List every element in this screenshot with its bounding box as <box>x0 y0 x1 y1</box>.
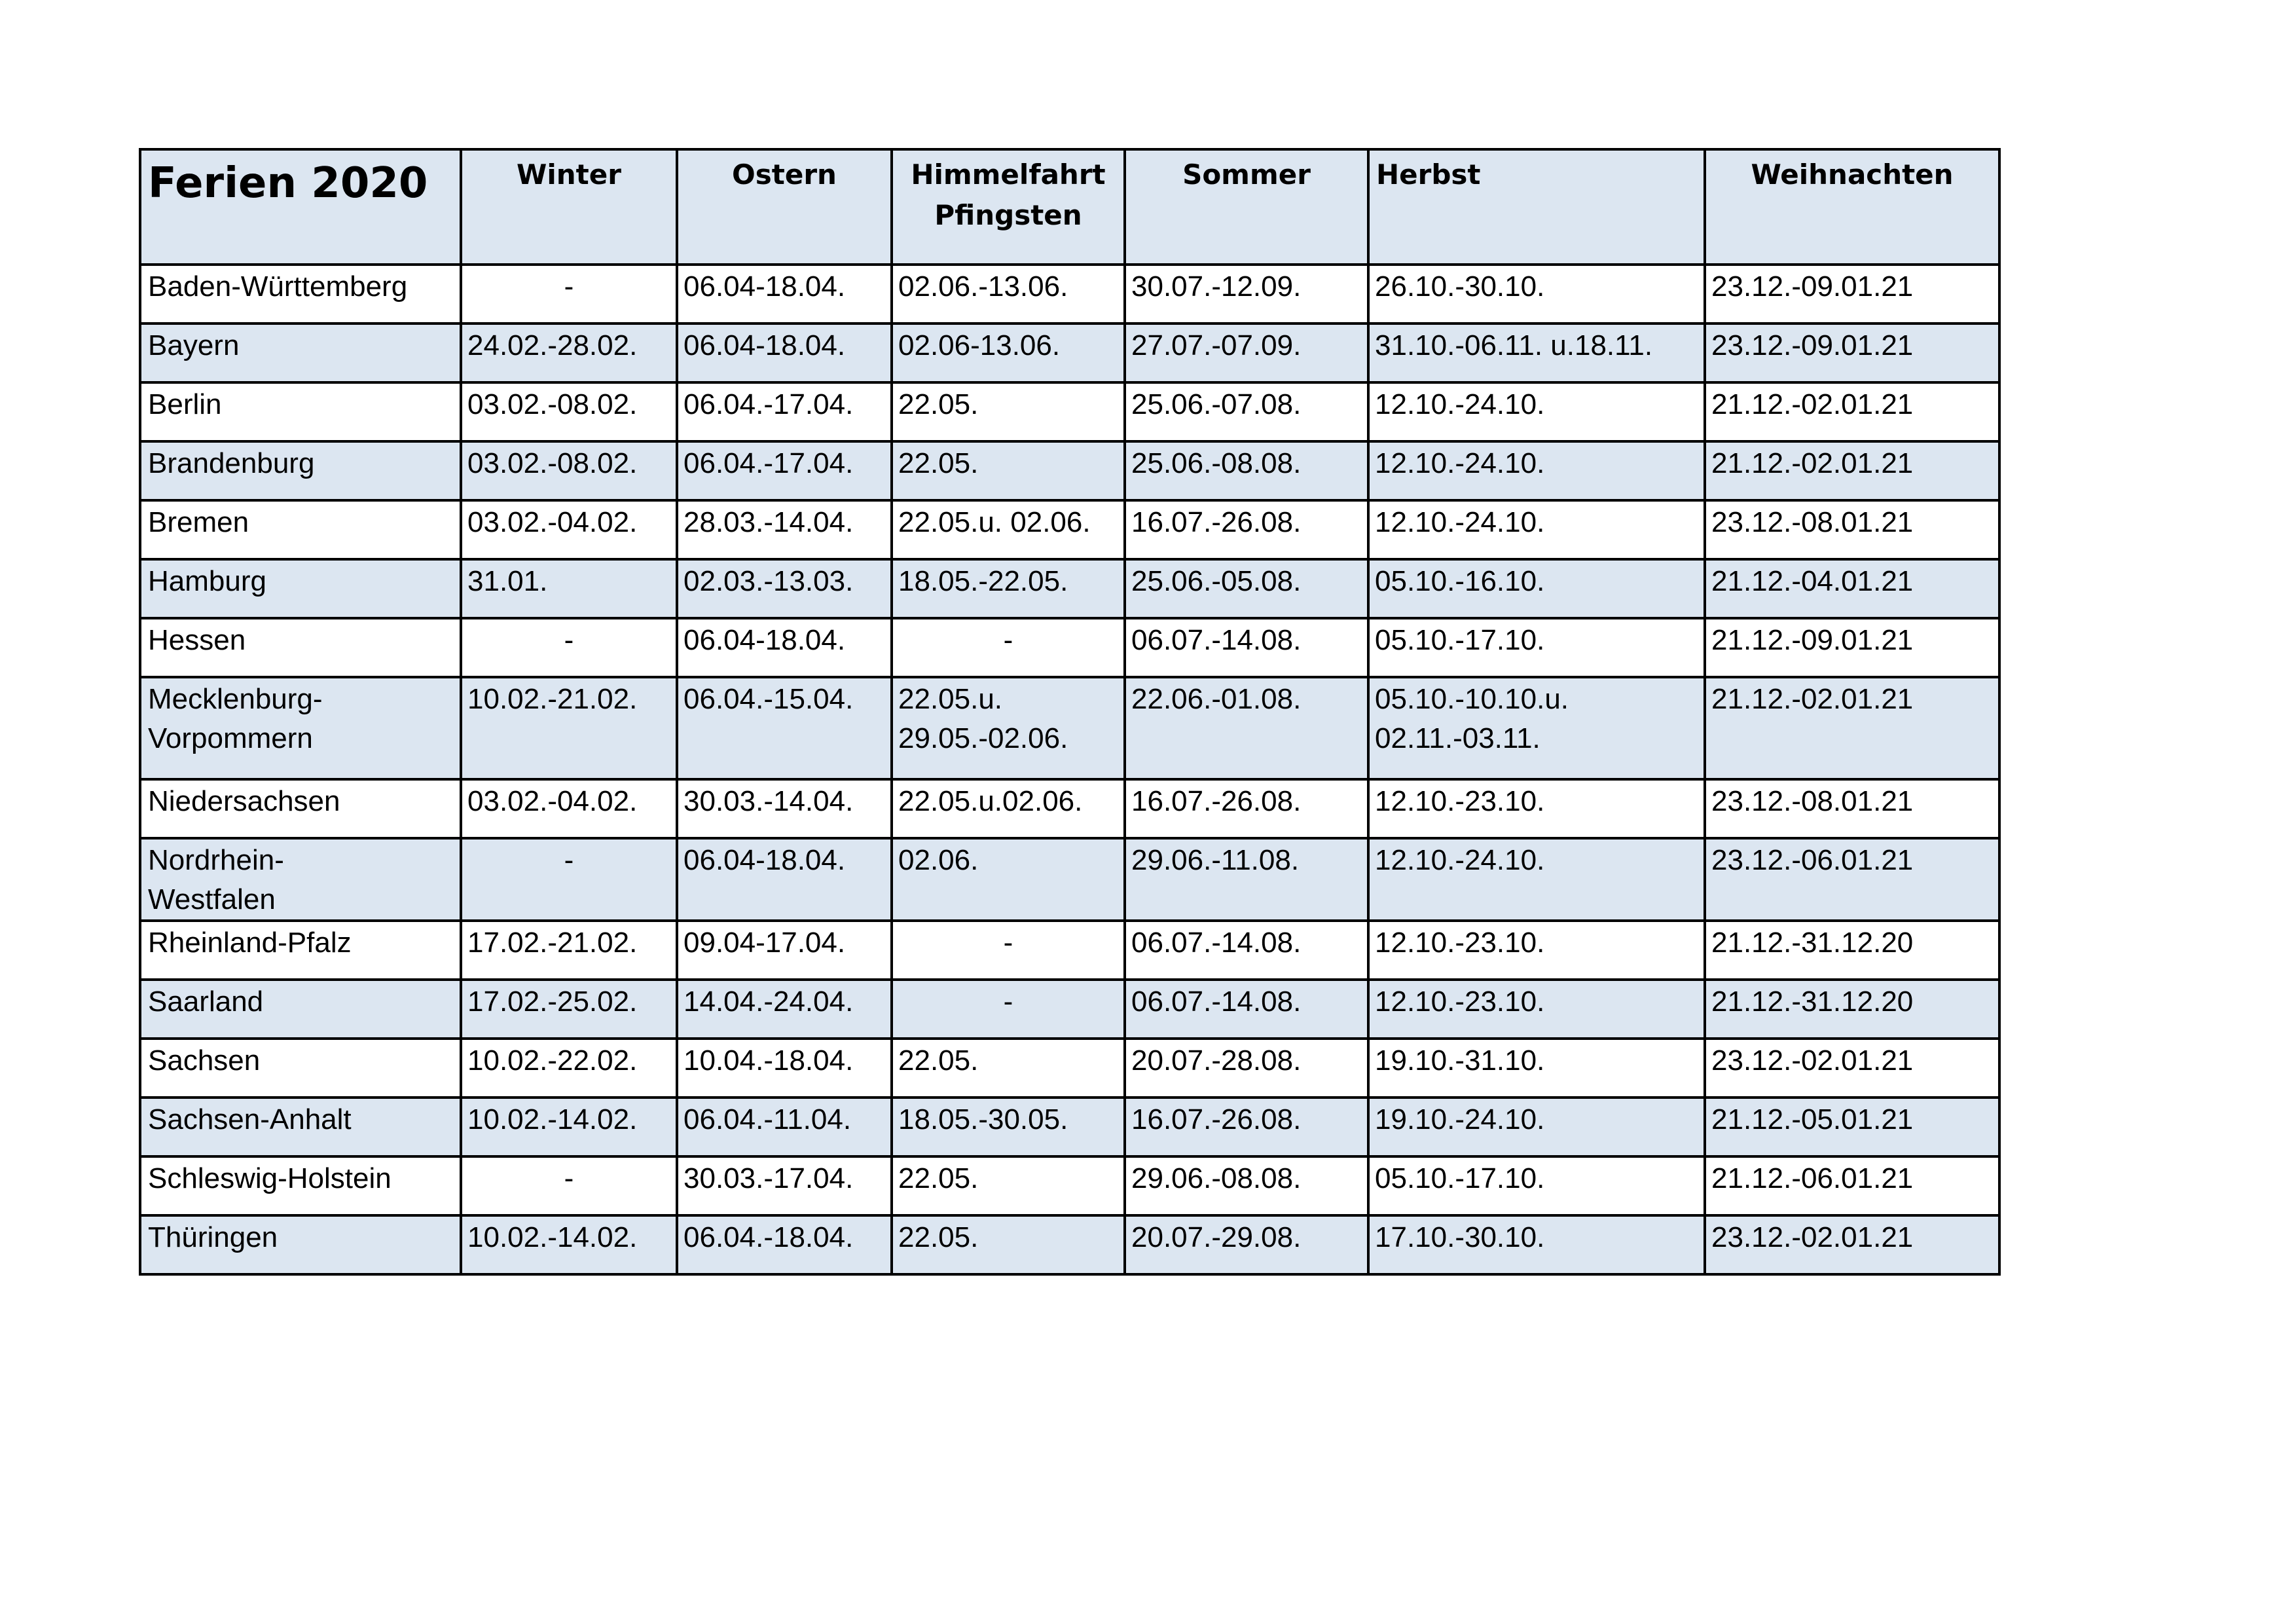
herbst-cell: 12.10.-24.10. <box>1368 441 1705 500</box>
pfingsten-cell: 22.05.u. 02.06. <box>892 500 1125 559</box>
herbst-cell: 05.10.-17.10. <box>1368 1156 1705 1215</box>
weihnachten-cell: 23.12.-09.01.21 <box>1705 265 1999 323</box>
sommer-cell: 06.07.-14.08. <box>1125 921 1368 980</box>
herbst-cell <box>1368 677 1705 779</box>
header-himmelfahrt-line2: Pfingsten <box>934 199 1082 231</box>
winter-cell: 03.02.-08.02. <box>461 382 677 441</box>
herbst-line1: 05.10.-10.10.u. <box>1375 683 1569 715</box>
table-row <box>140 838 1999 921</box>
state-cell: Saarland <box>140 980 461 1039</box>
winter-cell: - <box>461 1156 677 1215</box>
herbst-cell: 31.10.-06.11. u.18.11. <box>1368 323 1705 382</box>
pfingsten-cell: 22.05. <box>892 1156 1125 1215</box>
ostern-cell: 06.04.-11.04. <box>677 1098 892 1156</box>
weihnachten-cell: 21.12.-31.12.20 <box>1705 980 1999 1039</box>
state-cell: Bayern <box>140 323 461 382</box>
pfingsten-line1: 22.05.u. <box>898 683 1003 715</box>
winter-cell: 03.02.-08.02. <box>461 441 677 500</box>
pfingsten-cell: 18.05.-30.05. <box>892 1098 1125 1156</box>
table-row <box>140 441 1999 500</box>
sommer-cell: 16.07.-26.08. <box>1125 779 1368 838</box>
weihnachten-cell: 21.12.-02.01.21 <box>1705 441 1999 500</box>
herbst-cell: 12.10.-23.10. <box>1368 921 1705 980</box>
state-cell: Bremen <box>140 500 461 559</box>
herbst-cell: 12.10.-24.10. <box>1368 500 1705 559</box>
state-cell: Niedersachsen <box>140 779 461 838</box>
weihnachten-cell: 23.12.-06.01.21 <box>1705 838 1999 921</box>
state-line1: Nordrhein- <box>148 844 284 876</box>
pfingsten-cell: 02.06.-13.06. <box>892 265 1125 323</box>
pfingsten-cell: 22.05. <box>892 1215 1125 1274</box>
ostern-cell: 10.04.-18.04. <box>677 1039 892 1098</box>
pfingsten-cell: 22.05. <box>892 1039 1125 1098</box>
winter-cell: 31.01. <box>461 559 677 618</box>
table-row <box>140 980 1999 1039</box>
table-row <box>140 323 1999 382</box>
table-row <box>140 1156 1999 1215</box>
header-himmelfahrt-line1: Himmelfahrt <box>911 158 1106 191</box>
sommer-cell: 29.06.-11.08. <box>1125 838 1368 921</box>
pfingsten-cell: - <box>892 921 1125 980</box>
ostern-cell: 06.04.-15.04. <box>677 677 892 779</box>
sommer-cell: 06.07.-14.08. <box>1125 980 1368 1039</box>
state-line1: Mecklenburg- <box>148 683 323 715</box>
ostern-cell: 06.04-18.04. <box>677 838 892 921</box>
state-cell: Baden-Württemberg <box>140 265 461 323</box>
weihnachten-cell: 21.12.-06.01.21 <box>1705 1156 1999 1215</box>
sommer-cell: 25.06.-05.08. <box>1125 559 1368 618</box>
winter-cell: 03.02.-04.02. <box>461 779 677 838</box>
table-row <box>140 921 1999 980</box>
pfingsten-cell: - <box>892 618 1125 677</box>
table-row <box>140 779 1999 838</box>
weihnachten-cell: 21.12.-09.01.21 <box>1705 618 1999 677</box>
winter-cell: 10.02.-14.02. <box>461 1215 677 1274</box>
pfingsten-cell: 22.05. <box>892 382 1125 441</box>
herbst-cell: 26.10.-30.10. <box>1368 265 1705 323</box>
state-line2: Westfalen <box>148 883 276 915</box>
state-cell: Hamburg <box>140 559 461 618</box>
winter-cell: 17.02.-25.02. <box>461 980 677 1039</box>
herbst-cell: 17.10.-30.10. <box>1368 1215 1705 1274</box>
weihnachten-cell: 21.12.-02.01.21 <box>1705 382 1999 441</box>
state-cell: Thüringen <box>140 1215 461 1274</box>
state-cell: Rheinland-Pfalz <box>140 921 461 980</box>
herbst-cell: 19.10.-31.10. <box>1368 1039 1705 1098</box>
weihnachten-cell: 21.12.-31.12.20 <box>1705 921 1999 980</box>
ostern-cell: 14.04.-24.04. <box>677 980 892 1039</box>
sommer-cell: 16.07.-26.08. <box>1125 500 1368 559</box>
header-sommer: Sommer <box>1125 149 1368 265</box>
sommer-cell: 22.06.-01.08. <box>1125 677 1368 779</box>
weihnachten-cell: 21.12.-04.01.21 <box>1705 559 1999 618</box>
winter-cell: 17.02.-21.02. <box>461 921 677 980</box>
sommer-cell: 25.06.-07.08. <box>1125 382 1368 441</box>
sommer-cell: 16.07.-26.08. <box>1125 1098 1368 1156</box>
sommer-cell: 06.07.-14.08. <box>1125 618 1368 677</box>
sommer-cell: 20.07.-28.08. <box>1125 1039 1368 1098</box>
winter-cell: - <box>461 618 677 677</box>
table-title: Ferien 2020 <box>140 149 461 265</box>
ostern-cell: 06.04-18.04. <box>677 265 892 323</box>
weihnachten-cell: 23.12.-08.01.21 <box>1705 779 1999 838</box>
state-cell: Sachsen-Anhalt <box>140 1098 461 1156</box>
ostern-cell: 06.04.-17.04. <box>677 441 892 500</box>
winter-cell: 10.02.-21.02. <box>461 677 677 779</box>
ostern-cell: 09.04-17.04. <box>677 921 892 980</box>
weihnachten-cell: 21.12.-05.01.21 <box>1705 1098 1999 1156</box>
ostern-cell: 30.03.-14.04. <box>677 779 892 838</box>
herbst-cell: 19.10.-24.10. <box>1368 1098 1705 1156</box>
ostern-cell: 06.04.-17.04. <box>677 382 892 441</box>
pfingsten-cell: 18.05.-22.05. <box>892 559 1125 618</box>
weihnachten-cell: 23.12.-09.01.21 <box>1705 323 1999 382</box>
state-line2: Vorpommern <box>148 722 313 754</box>
pfingsten-cell <box>892 677 1125 779</box>
ostern-cell: 02.03.-13.03. <box>677 559 892 618</box>
table-row <box>140 559 1999 618</box>
header-himmelfahrt-pfingsten <box>892 149 1125 265</box>
weihnachten-cell: 23.12.-02.01.21 <box>1705 1039 1999 1098</box>
state-cell: Schleswig-Holstein <box>140 1156 461 1215</box>
weihnachten-cell: 23.12.-08.01.21 <box>1705 500 1999 559</box>
winter-cell: 24.02.-28.02. <box>461 323 677 382</box>
table-row <box>140 265 1999 323</box>
table-row <box>140 1039 1999 1098</box>
herbst-cell: 12.10.-24.10. <box>1368 838 1705 921</box>
table-row <box>140 1215 1999 1274</box>
table-row <box>140 1098 1999 1156</box>
sommer-cell: 20.07.-29.08. <box>1125 1215 1368 1274</box>
pfingsten-cell: 22.05.u.02.06. <box>892 779 1125 838</box>
table-row <box>140 677 1999 779</box>
winter-cell: - <box>461 838 677 921</box>
herbst-cell: 12.10.-23.10. <box>1368 779 1705 838</box>
winter-cell: 10.02.-22.02. <box>461 1039 677 1098</box>
ostern-cell: 06.04.-18.04. <box>677 1215 892 1274</box>
header-weihnachten: Weihnachten <box>1705 149 1999 265</box>
header-herbst: Herbst <box>1368 149 1705 265</box>
sommer-cell: 27.07.-07.09. <box>1125 323 1368 382</box>
state-cell <box>140 838 461 921</box>
herbst-cell: 12.10.-24.10. <box>1368 382 1705 441</box>
ostern-cell: 28.03.-14.04. <box>677 500 892 559</box>
pfingsten-cell: 22.05. <box>892 441 1125 500</box>
header-ostern: Ostern <box>677 149 892 265</box>
state-cell: Sachsen <box>140 1039 461 1098</box>
ostern-cell: 30.03.-17.04. <box>677 1156 892 1215</box>
header-winter: Winter <box>461 149 677 265</box>
state-cell: Hessen <box>140 618 461 677</box>
ostern-cell: 06.04-18.04. <box>677 618 892 677</box>
state-cell <box>140 677 461 779</box>
pfingsten-cell: 02.06. <box>892 838 1125 921</box>
sommer-cell: 30.07.-12.09. <box>1125 265 1368 323</box>
sommer-cell: 25.06.-08.08. <box>1125 441 1368 500</box>
state-cell: Berlin <box>140 382 461 441</box>
table-row <box>140 500 1999 559</box>
holiday-table <box>139 148 2001 1276</box>
table-row <box>140 618 1999 677</box>
herbst-cell: 05.10.-17.10. <box>1368 618 1705 677</box>
herbst-cell: 12.10.-23.10. <box>1368 980 1705 1039</box>
weihnachten-cell: 23.12.-02.01.21 <box>1705 1215 1999 1274</box>
herbst-cell: 05.10.-16.10. <box>1368 559 1705 618</box>
ostern-cell: 06.04-18.04. <box>677 323 892 382</box>
sommer-cell: 29.06.-08.08. <box>1125 1156 1368 1215</box>
winter-cell: 10.02.-14.02. <box>461 1098 677 1156</box>
state-cell: Brandenburg <box>140 441 461 500</box>
header-row <box>140 149 1999 265</box>
herbst-line2: 02.11.-03.11. <box>1375 722 1540 754</box>
table-row <box>140 382 1999 441</box>
pfingsten-cell: - <box>892 980 1125 1039</box>
pfingsten-cell: 02.06-13.06. <box>892 323 1125 382</box>
winter-cell: - <box>461 265 677 323</box>
winter-cell: 03.02.-04.02. <box>461 500 677 559</box>
weihnachten-cell: 21.12.-02.01.21 <box>1705 677 1999 779</box>
pfingsten-line2: 29.05.-02.06. <box>898 722 1068 754</box>
